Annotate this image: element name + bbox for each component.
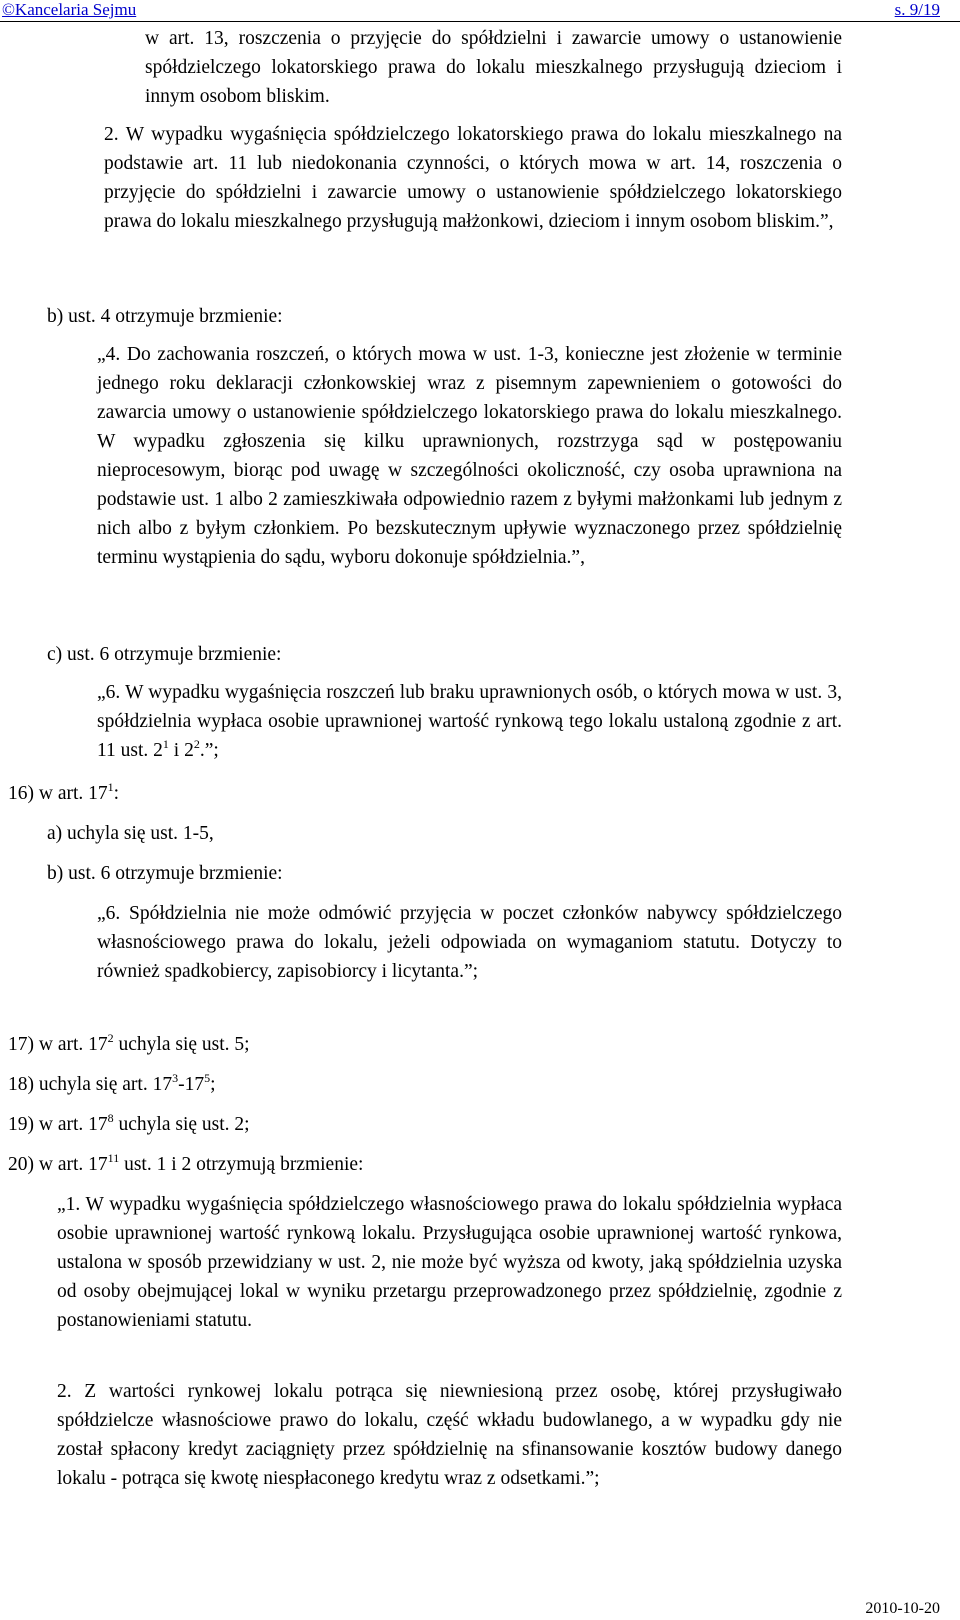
source-link[interactable]: ©Kancelaria Sejmu [2, 0, 137, 19]
point-16: 16) w art. $17^1$: [8, 780, 120, 804]
point-17: 17) w art. $17^2$ uchyla się ust. 5; [8, 1031, 250, 1055]
paragraph-16-ust6: „6. Spółdzielnia nie może odmówić przyjęcia w poczet członków nabywcy spółdzielczego własnościowego prawa do lokalu, jeżeli odpowiada on wymaganiom statutu. Dotyczy to również spadkobiercy, zapisobiorcy i licytanta.”; [97, 903, 842, 982]
point-18: 18) uchyla się art. $17^3-17^5$; [8, 1071, 216, 1095]
point-19: 19) w art. $17^8$ uchyla się ust. 2; [8, 1111, 250, 1135]
paragraph-20-ust2: 2. Z wartości rynkowej lokalu potrąca się niewniesioną przez osobę, której przysługiwało spółdzielcze własnościowe prawo do lokalu, część wkładu budowlanego, a w wypadku gdy nie został spłacony kredyt zaciągnięty przez spółdzielnię na sfinansowanie kosztów budowy danego lokalu - potrąca się kwotę niespłaconego kredytu wraz z odsetkami.”; [57, 1381, 842, 1489]
paragraph-ust6: „6. W wypadku wygaśnięcia roszczeń lub braku uprawnionych osób, o których mowa w ust. 3, spółdzielnia wypłaca osobie uprawnionej wartość rynkową tego lokalu ustaloną zgodnie z art. 11 ust. $2^1$ i $2^2$.”; [97, 682, 842, 761]
point-20: 20) w art. $17^{11}$ ust. 1 i 2 otrzymują brzmienie: [8, 1151, 364, 1175]
header-divider [0, 21, 960, 22]
amendment-c-ust6: c) ust. 6 otrzymuje brzmienie: [47, 644, 282, 665]
paragraph-ust4-text: „4. Do zachowania roszczeń, o których mowa w ust. 1-3, konieczne jest złożenie w terminie jednego roku deklaracji członkowskiej wraz z pisemnym zapewnieniem o gotowości do zawarcia umowy o ustanowienie spółdzielczego lokatorskiego prawa do lokalu mieszkalnego. W wypadku zgłoszenia się kilku uprawnionych, rozstrzyga sąd w postępowaniu nieprocesowym, biorąc pod uwagę w szczególności okoliczność, czy osoba uprawniona na podstawie ust. 1 albo 2 zamieszkiwała odpowiednio razem z byłymi małżonkami lub jednym z nich albo z byłym członkiem. Po bezskutecznym upływie wyznaczonego przez spółdzielnię terminu wystąpienia do sądu, wyboru dokonuje spółdzielnia.”, [97, 344, 842, 568]
amendment-b-ust4: b) ust. 4 otrzymuje brzmienie: [47, 306, 283, 327]
document-date: 2010-10-20 [865, 1600, 940, 1617]
point-16-b: b) ust. 6 otrzymuje brzmienie: [47, 863, 283, 884]
point-16-a: a) uchyla się ust. 1-5, [47, 823, 214, 844]
paragraph-20-ust1: „1. W wypadku wygaśnięcia spółdzielczego własnościowego prawa do lokalu spółdzielnia wypłaca osobie uprawnionej wartość rynkową lokalu. Przysługująca osobie uprawnionej wartość rynkowa, ustalona w sposób przewidziany w ust. 2, nie może być wyższa od kwoty, jaką spółdzielnia uzyska od osoby obejmującej lokal w wyniku przetargu przeprowadzonego przez spółdzielnię, zgodnie z postanowieniami statutu. [57, 1194, 842, 1331]
paragraph-1: w art. 13, roszczenia o przyjęcie do spółdzielni i zawarcie umowy o ustanowienie spółdzielczego lokatorskiego prawa do lokalu mieszkalnego przysługują dzieciom i innym osobom bliskim. [145, 28, 842, 107]
paragraph-ust4 [97, 340, 842, 572]
page-number-link[interactable]: s. 9/19 [894, 0, 940, 19]
paragraph-2: 2. W wypadku wygaśnięcia spółdzielczego lokatorskiego prawa do lokalu mieszkalnego na podstawie art. 11 lub niedokonania czynności, o których mowa w art. 14, roszczenia o przyjęcie do spółdzielni i zawarcie umowy o ustanowienie spółdzielczego lokatorskiego prawa do lokalu mieszkalnego przysługują małżonkowi, dzieciom i innym osobom bliskim.”, [104, 124, 842, 232]
